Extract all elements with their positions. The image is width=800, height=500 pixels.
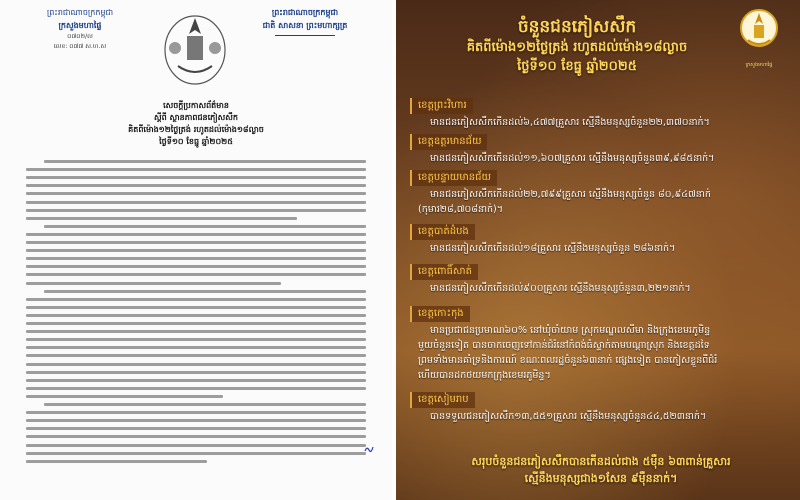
summary-line-1: សរុបចំនួនជនភៀសសឹកបានកើនដល់ជាង ៥មុឺន ៦៣ពាន់គ្រួសារ	[471, 455, 731, 468]
document-text-line	[26, 452, 366, 455]
province-label-battambang: ខេត្តបាត់ដំបង	[410, 224, 475, 240]
document-ministry-header	[20, 6, 140, 52]
document-text-line	[26, 257, 366, 260]
reference-number: លេខ: ០៧៧ ស.ហ.ស	[53, 43, 107, 50]
province-stat-koh-kong-2: មួយចំនួនទៀត បានចាកចេញទៅកាន់ជំរំនៅកំពង់ធំស្ទាក់តាមបណ្ដាស្រុក និងខេត្តដទៃ	[418, 340, 710, 351]
document-text-line	[26, 338, 366, 341]
province-stat-oddar-meanchey: មានជនភៀសសឹកកើនដល់១១,៦០៧គ្រួសារ ស្មើនឹងមនុស្សចំនួន៣៩,៩៨៥នាក់។	[430, 153, 715, 164]
province-stat-koh-kong-1: មានប្រជាជនប្រមាណ៦០% នៅឃុំចាំយាម ស្រុកមណ្ឌលសីមា និងក្រុងខេមរភូមិន្ទ	[430, 325, 711, 336]
province-stat-siem-reap: បានទទួលជនភៀសសឹក១៣,៥៥១គ្រួសារ ស្មើនឹងមនុស្សចំនួន៤៤,៥២៣នាក់។	[430, 411, 707, 422]
document-text-line	[26, 411, 366, 414]
signature-mark-icon	[364, 444, 374, 454]
document-text-line	[26, 354, 366, 357]
document-text-line	[26, 241, 366, 244]
document-text-line	[26, 435, 366, 438]
province-stat-banteay-meanchey: មានជនភៀសសឹកកើនដល់២២,៧៩៩គ្រួសារ ស្មើនឹងមនុស្សចំនួន ៨០,៩៤៧នាក់	[430, 189, 711, 200]
document-text-line	[26, 201, 366, 204]
document-text-line	[26, 363, 366, 366]
refugee-infographic-poster	[396, 0, 800, 500]
province-stat-pursat: មានជនភៀសសឹកកើនដល់៩០០គ្រួសារ ស្មើនឹងមនុស្សចំនួន៣,២២១នាក់។	[430, 283, 691, 294]
document-text-line	[26, 282, 281, 285]
document-text-line	[26, 168, 366, 171]
document-text-line	[26, 184, 366, 187]
province-stat-koh-kong-3: ព្រមទាំងមានគាំទ្រនិងការណ៍ ខណៈពលរដ្ឋចំនួន៦៣នាក់ ផ្សេងទៀត បានភៀសខ្លួនពីជំរំ	[418, 355, 718, 366]
kingdom-motto: ជាតិ សាសនា ព្រះមហាក្សត្រ	[262, 21, 348, 30]
ministry-logo	[732, 8, 786, 66]
province-label-koh-kong: ខេត្តកោះកុង	[410, 306, 470, 322]
summary-line-2: ស្មើនឹងមនុស្សជាង១សែន ៩មុឺននាក់។	[524, 472, 678, 485]
title-line-2: ស្ដីពី ស្ថានភាពជនភៀសសឹក	[154, 113, 238, 122]
document-text-line	[26, 209, 366, 212]
kingdom-name: ព្រះរាជាណាចក្រកម្ពុជា	[271, 8, 339, 17]
document-text-line	[26, 273, 366, 276]
document-text-line	[26, 419, 366, 422]
poster-heading	[412, 16, 742, 76]
province-stat-banteay-meanchey-children: (កុមារ២៨,៧០៨នាក់)។	[418, 204, 504, 215]
document-text-line	[26, 330, 366, 333]
document-text-line	[26, 217, 297, 220]
document-text-line	[44, 160, 366, 163]
province-label-preah-vihear: ខេត្តព្រះវិហារ	[410, 98, 473, 114]
document-text-line	[26, 233, 366, 236]
document-text-line	[26, 379, 366, 382]
province-label-siem-reap: ខេត្តសៀមរាប	[410, 392, 475, 408]
document-text-line	[26, 387, 366, 390]
document-text-line	[26, 322, 366, 325]
document-text-line	[26, 346, 366, 349]
province-label-pursat: ខេត្តពោធិ៍សាត់	[410, 264, 478, 280]
document-text-line	[26, 176, 366, 179]
ministry-name: ព្រះរាជាណាចក្រកម្ពុជា	[46, 8, 114, 17]
document-text-line	[26, 192, 366, 195]
document-text-line	[44, 225, 366, 228]
reference-line: ០៧០២/ល	[67, 33, 93, 40]
document-title	[40, 100, 352, 148]
province-stat-battambang: មានជនភៀសសឹកកើនដល់១៨គ្រួសារ ស្មើនឹងមនុស្សចំនួន ២៨៦នាក់។	[430, 243, 676, 254]
document-text-line	[26, 298, 366, 301]
ministry-emblem-icon	[160, 10, 230, 88]
document-text-line	[26, 265, 366, 268]
title-line-1: សេចក្ដីប្រកាសព័ត៌មាន	[163, 101, 229, 110]
title-line-4: ថ្ងៃទី១០ ខែធ្នូ ឆ្នាំ២០២៥	[159, 137, 233, 146]
document-text-line	[44, 290, 366, 293]
poster-title: ចំនួនជនភៀសសឹក	[517, 17, 637, 37]
province-label-banteay-meanchey: ខេត្តបន្ទាយមានជ័យ	[410, 170, 497, 186]
province-label-oddar-meanchey: ខេត្តឧត្តរមានជ័យ	[410, 134, 487, 150]
header-divider	[275, 35, 335, 36]
province-stat-koh-kong-4: ហើយបានដកថយមកក្រុងខេមរភូមិន្ទ។	[418, 370, 551, 381]
document-text-line	[26, 306, 366, 309]
document-text-line	[26, 460, 207, 463]
document-text-line	[26, 371, 366, 374]
document-text-line	[26, 427, 366, 430]
ministry-document	[0, 0, 392, 500]
logo-caption: ក្រសួងមហាផ្ទៃ	[745, 62, 773, 68]
poster-summary	[436, 453, 766, 487]
poster-date: ថ្ងៃទី១០ ខែធ្នូ ឆ្នាំ២០២៥	[517, 59, 637, 74]
title-line-3: គិតពីម៉ោង១២ថ្ងៃត្រង់ រហូតដល់ម៉ោង១៨ល្ងាច	[128, 125, 264, 134]
poster-time-range: គិតពីម៉ោង១២ថ្ងៃត្រង់ រហូតដល់ម៉ោង១៨ល្ងាច	[466, 40, 688, 55]
document-text-line	[26, 395, 223, 398]
document-text-line	[26, 444, 366, 447]
document-text-line	[44, 403, 366, 406]
document-text-line	[26, 314, 366, 317]
document-text-line	[26, 249, 366, 252]
province-stat-preah-vihear: មានជនភៀសសឹកកើនដល់៦,៤៧៧គ្រួសារ ស្មើនឹងមនុស្សចំនួន២២,៣៧០នាក់។	[430, 117, 710, 128]
document-kingdom-header	[240, 6, 370, 36]
ministry-subtitle: ក្រសួងមហាផ្ទៃ	[58, 21, 102, 30]
ministry-logo-icon	[739, 8, 779, 52]
